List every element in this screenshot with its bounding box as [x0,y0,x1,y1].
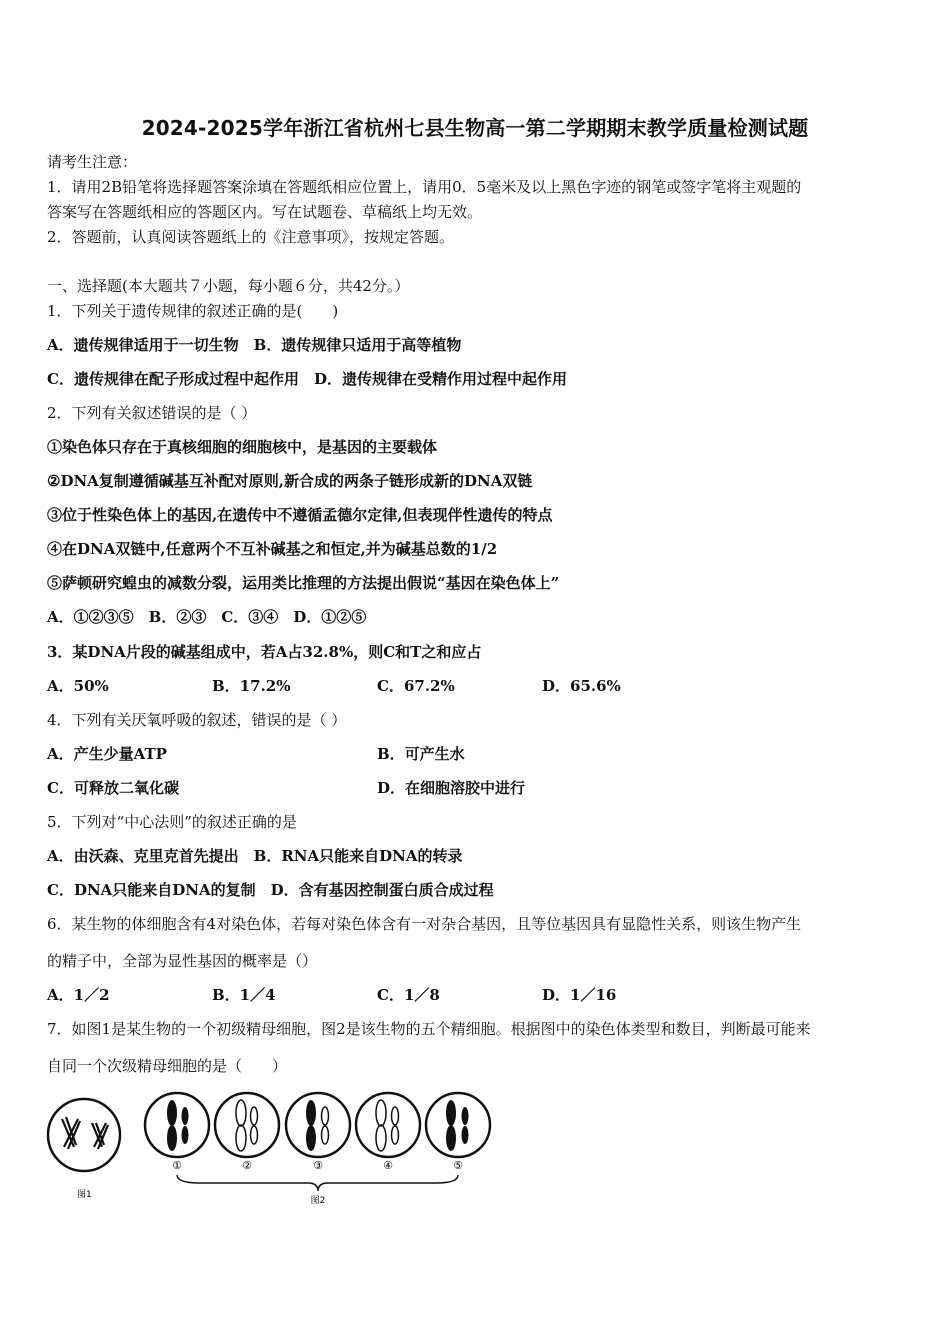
page-title: 2024-2025学年浙江省杭州七县生物高一第二学期期末教学质量检测试题 [141,116,809,140]
fig1-label: 图1 [77,1190,92,1200]
q6-option-b: B．1／4 [212,986,276,1004]
fig1-cell [48,1099,120,1171]
q2-statement-3: ③位于性染色体上的基因,在遗传中不遵循孟德尔定律,但表现伴性遗传的特点 [47,506,553,524]
notice-header: 请考生注意： [47,153,138,171]
q4-option-d: D．在细胞溶胶中进行 [377,779,526,797]
notice-item1-line1: 1．请用2B铅笔将选择题答案涂填在答题纸相应位置上，请用0．5毫米及以上黑色字迹的钢笔或签字笔将主观题的 [47,178,802,196]
cell-label-2: ② [242,1159,252,1172]
chromosome-figure [40,1085,510,1210]
cell-2 [215,1093,279,1157]
cell-label-1: ① [172,1159,182,1172]
q4-option-c: C．可释放二氧化碳 [47,779,179,797]
q5-stem: 5．下列对“中心法则”的叙述正确的是 [47,813,297,831]
q1-options-row2: C．遗传规律在配子形成过程中起作用 D．遗传规律在受精作用过程中起作用 [47,370,567,388]
q5-options-row1: A．由沃森、克里克首先提出 B．RNA只能来自DNA的转录 [47,847,463,865]
cell-3 [286,1093,350,1157]
q2-statement-4: ④在DNA双链中,任意两个不互补碱基之和恒定,并为碱基总数的1/2 [47,540,498,558]
q4-option-b: B．可产生水 [377,745,465,763]
q2-options: A．①②③⑤ B．②③ C．③④ D．①②⑤ [47,608,367,626]
q3-option-a: A．50% [47,677,109,695]
q3-option-c: C．67.2% [377,677,455,695]
q2-statement-2: ②DNA复制遵循碱基互补配对原则,新合成的两条子链形成新的DNA双链 [47,472,533,490]
q1-stem: 1．下列关于遗传规律的叙述正确的是( ) [47,302,339,320]
q3-stem: 3．某DNA片段的碱基组成中，若A占32.8%，则C和T之和应占 [47,643,482,661]
q6-stem-line2: 的精子中，全部为显性基因的概率是（） [47,952,318,970]
q2-statement-5: ⑤萨顿研究蝗虫的减数分裂，运用类比推理的方法提出假说“基因在染色体上” [47,574,560,592]
q6-option-c: C．1／8 [377,986,440,1004]
q2-stem: 2．下列有关叙述错误的是（ ） [47,404,257,422]
q1-options-row1: A．遗传规律适用于一切生物 B．遗传规律只适用于高等植物 [47,336,462,354]
section-heading: 一、选择题(本大题共７小题，每小题６分，共42分。） [47,277,410,295]
cell-label-4: ④ [383,1159,393,1172]
q3-option-b: B．17.2% [212,677,291,695]
cell-label-3: ③ [313,1159,323,1172]
notice-item1-line2: 答案写在答题纸相应的答题区内。写在试题卷、草稿纸上均无效。 [47,203,483,221]
q6-option-d: D．1／16 [542,986,617,1004]
q6-stem-line1: 6．某生物的体细胞含有4对染色体，若每对染色体含有一对杂合基因，且等位基因具有显隐性关系，则该生物产生 [47,915,802,933]
q6-option-a: A．1／2 [47,986,110,1004]
cell-5 [426,1093,490,1157]
q7-stem-line1: 7．如图1是某生物的一个初级精母细胞，图2是该生物的五个精细胞。根据图中的染色体类型和数目，判断最可能来 [47,1020,811,1038]
cell-1 [145,1093,209,1157]
q4-stem: 4．下列有关厌氧呼吸的叙述，错误的是（ ） [47,711,347,729]
q7-stem-line2: 自同一个次级精母细胞的是（ ） [47,1057,288,1075]
cell-4 [356,1093,420,1157]
q3-option-d: D．65.6% [542,677,621,695]
q5-options-row2: C．DNA只能来自DNA的复制 D．含有基因控制蛋白质合成过程 [47,881,494,899]
fig2-label: 图2 [310,1196,326,1206]
notice-item2: 2．答题前，认真阅读答题纸上的《注意事项》，按规定答题。 [47,228,455,246]
q4-option-a: A．产生少量ATP [47,745,167,763]
cell-label-5: ⑤ [453,1159,463,1172]
fig2-brace [177,1175,458,1191]
q2-statement-1: ①染色体只存在于真核细胞的细胞核中，是基因的主要载体 [47,438,438,456]
